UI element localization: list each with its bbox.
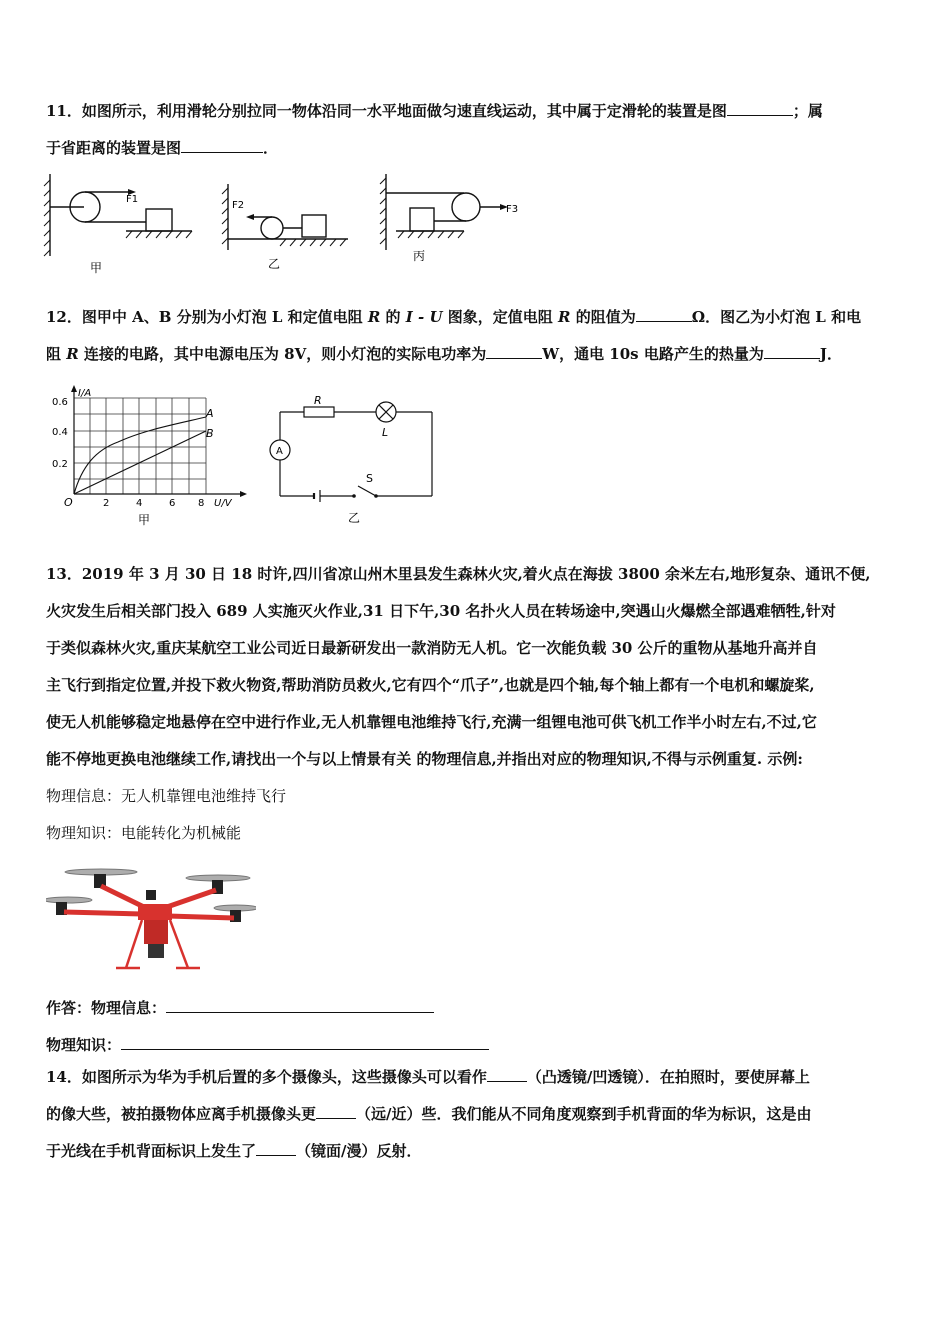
q13-paragraph-line: 主飞行到指定位置,并投下救火物资,帮助消防员救火,它有四个“爪子”,也就是四个轴,每个轴上都有一个电机和螺旋桨, [46, 676, 815, 694]
force-label-f2: F2 [232, 200, 245, 211]
graph-caption: 甲 [138, 513, 151, 527]
q13-paragraph-line: 使无人机能够稳定地悬停在空中进行作业,无人机靠锂电池维持飞行,充满一组锂电池可供飞机工作半小时左右,不过,它 [46, 713, 817, 731]
q12-circuit [264, 392, 444, 530]
graph-grid [74, 398, 206, 494]
q11-blank-fixed-pulley[interactable] [727, 97, 793, 116]
x-axis-arrow-icon [240, 491, 247, 497]
q13-example-info: 物理信息：无人机靠锂电池维持飞行 [46, 787, 287, 805]
curve-b-resistor [74, 431, 206, 494]
q14-line-1: 14．如图所示为华为手机后置的多个摄像头，这些摄像头可以看作 （凸透镜/凹透镜）．在拍照时，要使屏幕上 [46, 1059, 906, 1096]
label-jia: 甲 [90, 261, 103, 275]
q11-pulley-figures [40, 168, 540, 280]
y-tick: 0.2 [52, 459, 68, 470]
q12-blank-resistance[interactable] [636, 303, 692, 322]
pulley-setup-bing [380, 174, 500, 250]
y-tick: 0.6 [52, 397, 68, 408]
x-tick: 8 [198, 498, 205, 509]
label-yi: 乙 [268, 257, 281, 271]
label-a: A [276, 446, 283, 457]
pulley-setup-yi [222, 184, 348, 250]
q12-blank-heat[interactable] [764, 340, 820, 359]
y-tick: 0.4 [52, 427, 68, 438]
switch-s [358, 486, 376, 496]
question-12 [46, 299, 906, 373]
q12-iu-graph [46, 384, 258, 530]
label-s: S [366, 472, 373, 485]
q13-answer-info-field[interactable] [166, 994, 434, 1013]
q14-blank-distance[interactable] [316, 1100, 356, 1119]
x-tick: 4 [136, 498, 143, 509]
force-label-f1: F1 [126, 194, 139, 205]
label-l: L [382, 426, 389, 439]
question-13 [46, 556, 906, 852]
q11-blank-distance[interactable] [181, 134, 263, 153]
q14-line-2: 的像大些，被拍摄物体应离手机摄像头更 （远/近）些．我们能从不同角度观察到手机背面的华为标识，这是由 [46, 1096, 906, 1133]
q14-line-3: 于光线在手机背面标识上发生了 （镜面/漫）反射． [46, 1133, 906, 1170]
y-axis-label: I/A [78, 388, 92, 399]
curve-b-label: B [206, 427, 214, 440]
q14-blank-lens[interactable] [487, 1063, 527, 1082]
question-14 [46, 1059, 906, 1170]
curve-a-label: A [206, 407, 214, 420]
q12-line-1: 12．图甲中 A、B 分别为小灯泡 L 和定值电阻 R 的 I - U 图象，定值电阻 R 的阻值为 Ω．图乙为小灯泡 L 和电 [46, 299, 906, 336]
y-axis-arrow-icon [71, 385, 77, 392]
force-label-f3: F3 [506, 204, 519, 215]
q13-example-knowledge: 物理知识：电能转化为机械能 [46, 824, 242, 842]
resistor-r [304, 407, 334, 417]
circuit-caption: 乙 [348, 511, 361, 525]
x-tick: 2 [103, 498, 110, 509]
x-tick: 6 [169, 498, 176, 509]
arrow-icon [246, 214, 254, 220]
q12-blank-power[interactable] [486, 340, 542, 359]
curve-a-lamp [74, 417, 206, 494]
q14-blank-reflection[interactable] [256, 1137, 296, 1156]
q13-paragraph-line: 于类似森林火灾,重庆某航空工业公司近日最新研发出一款消防无人机。它一次能负载 30 公斤的重物从基地升高并自 [46, 639, 818, 657]
q11-line-1: 11．如图所示，利用滑轮分别拉同一物体沿同一水平地面做匀速直线运动，其中属于定滑轮的装置是图 ；属 [46, 93, 906, 130]
q13-paragraph-line: 13．2019 年 3 月 30 日 18 时许,四川省凉山州木里县发生森林火灾,着火点在海拔 3800 余米左右,地形复杂、通讯不便, [46, 565, 871, 583]
question-11 [46, 93, 906, 167]
fire-drone-image [46, 860, 256, 976]
q13-answer-knowledge-field[interactable] [121, 1031, 489, 1050]
q11-line-2: 于省距离的装置是图 ． [46, 130, 906, 167]
q13-paragraph-line: 能不停地更换电池继续工作,请找出一个与以上情景有关 的物理信息,并指出对应的物理知识,不得与示例重复. 示例: [46, 750, 803, 768]
label-r: R [314, 394, 322, 407]
q12-line-2: 阻 R 连接的电路，其中电源电压为 8V，则小灯泡的实际电功率为 W，通电 10s 电路产生的热量为 J． [46, 336, 906, 373]
label-bing: 丙 [413, 249, 426, 263]
pulley-setup-jia [44, 174, 192, 256]
x-axis-label: U/V [214, 498, 232, 509]
origin-label: O [64, 496, 73, 509]
drone-body [138, 904, 172, 920]
q13-answer-knowledge-row: 物理知识： [46, 1031, 489, 1055]
q13-answer-info-row: 作答：物理信息： [46, 994, 434, 1018]
q13-paragraph-line: 火灾发生后相关部门投入 689 人实施灭火作业,31 日下午,30 名扑火人员在转场途中,突遇山火爆燃全部遇难牺牲,针对 [46, 602, 836, 620]
